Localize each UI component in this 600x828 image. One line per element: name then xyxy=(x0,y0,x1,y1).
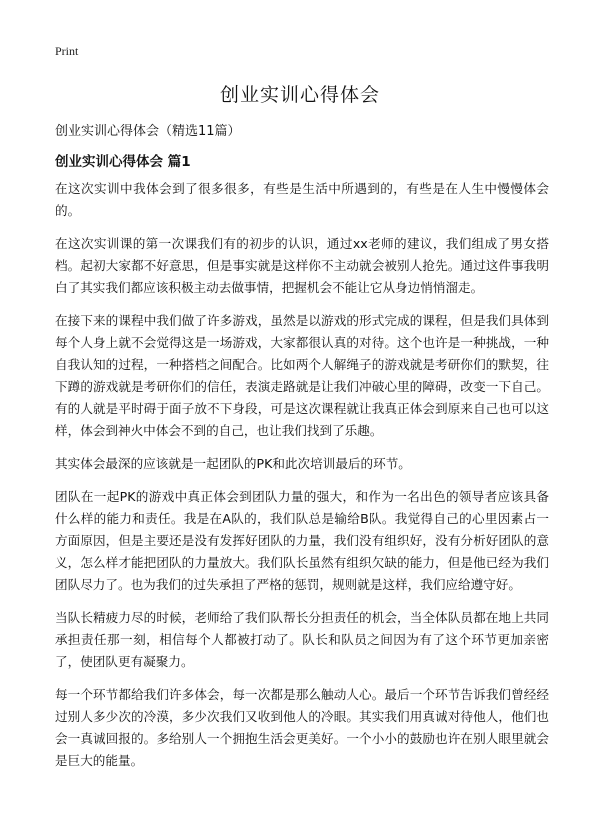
page-title: 创业实训心得体会 xyxy=(219,84,380,106)
paragraph: 当队长精疲力尽的时候，老师给了我们队帮长分担责任的机会，当全体队员都在地上共同承担责任那一刻，相信每个人都被打动了。队长和队员之间因为有了这个环节更加亲密了，使团队更有凝聚力。 xyxy=(55,610,549,669)
print-link[interactable]: Print xyxy=(55,44,79,58)
section-heading: 创业实训心得体会 篇1 xyxy=(55,154,191,170)
paragraph: 其实体会最深的应该就是一起团队的PK和此次培训最后的环节。 xyxy=(55,456,411,471)
paragraph: 在接下来的课程中我们做了许多游戏，虽然是以游戏的形式完成的课程，但是我们具体到每个人身上就不会觉得这是一场游戏，大家都很认真的对待。这个也许是一种挑战，一种自我认知的过程，一种搭档之间配合。比如两个人解绳子的游戏就是考研你们的默契，往下蹲的游戏就是考研你们的信任，表演走路就是让我们冲破心里的障碍，改变一下自己。有的人就是平时碍于面子放不下身段，可是这次课程就让我真正体会到原来自己也可以这样，体会到神火中体会不到的自己，也让我们找到了乐趣。 xyxy=(55,313,549,438)
paragraph: 在这次实训课的第一次课我们有的初步的认识，通过xx老师的建议，我们组成了男女搭档。起初大家都不好意思，但是事实就是这样你不主动就会被别人抢先。通过这件事我明白了其实我们都应该积极主动去做事情，把握机会不能让它从身边悄悄溜走。 xyxy=(55,236,549,295)
article-body xyxy=(55,178,549,783)
document-subtitle: 创业实训心得体会（精选11篇） xyxy=(55,124,241,139)
paragraph: 每一个环节都给我们许多体会，每一次都是那么触动人心。最后一个环节告诉我们曾经经过别人多少次的冷漠，多少次我们又收到他人的冷眼。其实我们用真诚对待他人，他们也会一真诚回报的。多给别人一个拥抱生活会更美好。一个小小的鼓励也许在别人眼里就会是巨大的能量。 xyxy=(55,687,549,768)
paragraph: 团队在一起PK的游戏中真正体会到团队力量的强大，和作为一名出色的领导者应该具备什么样的能力和责任。我是在A队的，我们队总是输给B队。我觉得自己的心里因素占一方面原因，但是主要还是没有发挥好团队的力量，我们没有组织好，没有分析好团队的意义，怎么样才能把团队的力量放大。我们队长虽然有组织欠缺的能力，但是他已经为我们团队尽力了。也为我们的过失承担了严格的惩罚，规则就是这样，我们应给遵守好。 xyxy=(55,489,549,592)
paragraph: 在这次实训中我体会到了很多很多，有些是生活中所遇到的，有些是在人生中慢慢体会的。 xyxy=(55,181,549,218)
